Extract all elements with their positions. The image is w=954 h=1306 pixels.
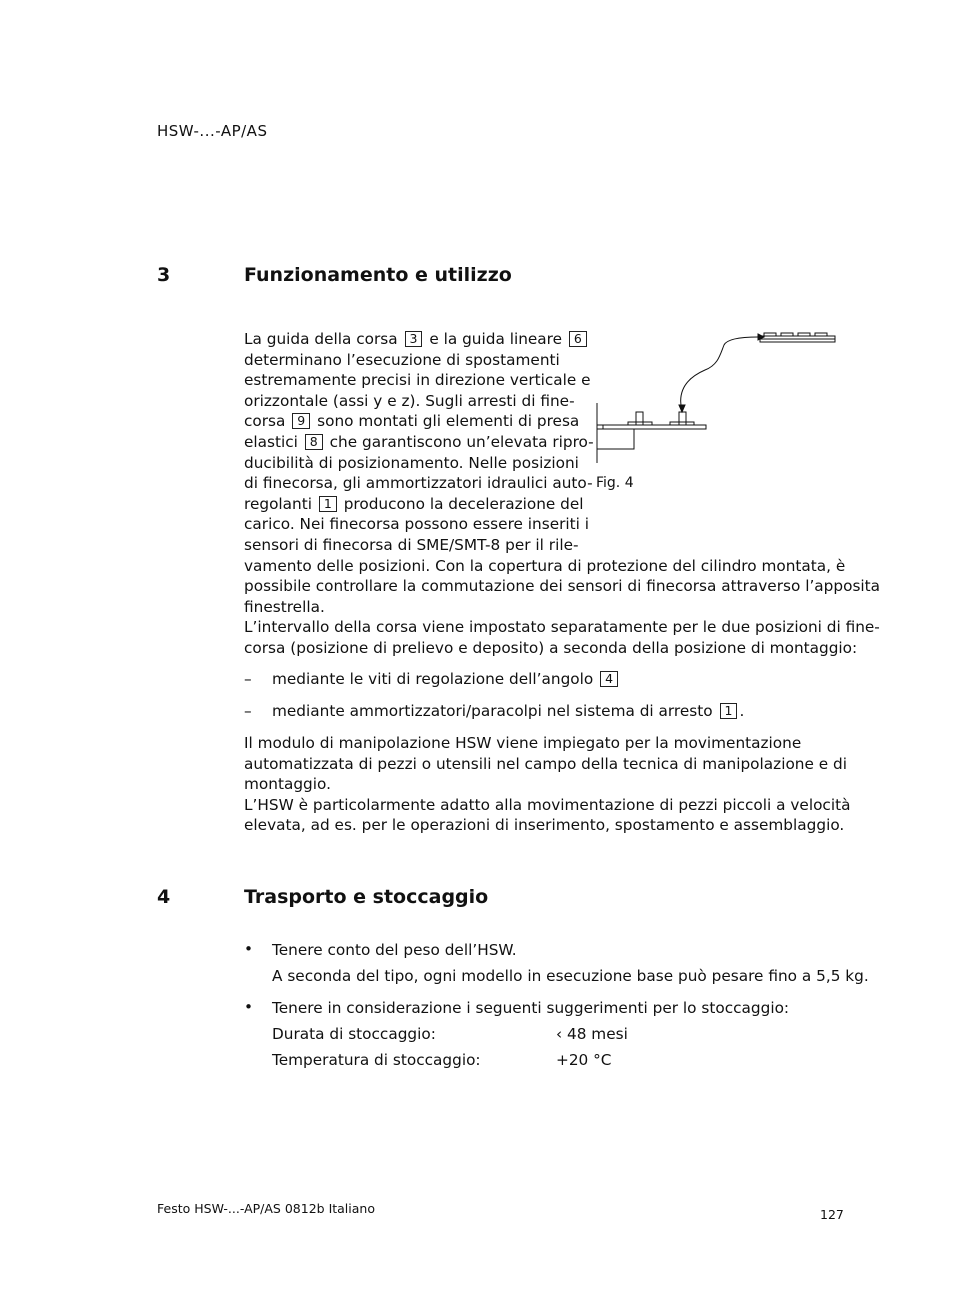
section-3-paragraph-2 — [244, 733, 850, 836]
storage-row-label: Temperatura di stoccaggio: — [272, 1051, 481, 1069]
text-line: corsa (posizione di prelievo e deposito) a seconda della posizione di montaggio: — [244, 638, 858, 657]
text-line: L’intervallo della corsa viene impostato separatamente per le due posizioni di fine- — [244, 618, 880, 637]
storage-row-value: +20 °C — [556, 1051, 612, 1069]
text-line: sensori di finecorsa di SME/SMT-8 per il rile- — [244, 535, 579, 554]
dash-marker: – — [244, 702, 252, 720]
ref-box: 1 — [319, 496, 337, 512]
section-4-title: Trasporto e stoccaggio — [244, 886, 489, 908]
footer-document-info: Festo HSW-...-AP/AS 0812b Italiano — [157, 1201, 375, 1216]
dash-item-text: mediante le viti di regolazione dell’angolo 4 — [272, 669, 620, 690]
bullet-item-storage: Tenere in considerazione i seguenti suggerimenti per lo stoccaggio: — [272, 999, 790, 1017]
text-line: estremamente precisi in direzione verticale e — [244, 371, 591, 390]
text-line: vamento delle posizioni. Con la copertura di protezione del cilindro montata, è — [244, 556, 846, 575]
text-line: carico. Nei finecorsa possono essere inseriti i — [244, 515, 590, 534]
text-line: orizzontale (assi y e z). Sugli arresti di fine- — [244, 391, 575, 410]
text-line: possibile controllare la commutazione dei sensori di finecorsa attraverso l’apposita — [244, 577, 881, 596]
text-line: Il modulo di manipolazione HSW viene impiegato per la movimentazione — [244, 734, 802, 752]
storage-row-label: Durata di stoccaggio: — [272, 1025, 436, 1043]
bullet-marker: • — [244, 998, 254, 1016]
bullet-item-weight — [272, 940, 869, 986]
text-line: ducibilità di posizionamento. Nelle posizioni — [244, 453, 579, 472]
ref-box: 3 — [405, 331, 423, 347]
text-line: L’HSW è particolarmente adatto alla movimentazione di pezzi piccoli a velocità — [244, 795, 851, 814]
bullet-marker: • — [244, 940, 254, 958]
figure-4-drawing — [590, 325, 845, 470]
text-line: A seconda del tipo, ogni modello in esecuzione base può pesare fino a 5,5 kg. — [272, 966, 869, 985]
text-line: automatizzata di pezzi o utensili nel campo della tecnica di manipolazione e di — [244, 754, 848, 773]
section-3-number: 3 — [157, 264, 171, 286]
text-line: finestrella. — [244, 597, 325, 616]
ref-box: 8 — [305, 434, 323, 450]
section-4-number: 4 — [157, 886, 171, 908]
text-line: determinano l’esecuzione di spostamenti — [244, 350, 560, 369]
dash-item-text: mediante ammortizzatori/paracolpi nel sistema di arresto 1 . — [272, 702, 745, 720]
text-line: regolanti 1 producono la decelerazione del — [244, 494, 584, 513]
text-line: di finecorsa, gli ammortizzatori idraulici auto- — [244, 474, 593, 493]
text-line: elastici 8 che garantiscono un’elevata ripro- — [244, 432, 594, 451]
ref-box: 9 — [292, 413, 310, 429]
ref-box: 6 — [569, 331, 587, 347]
dash-item — [244, 669, 252, 690]
page-number: 127 — [820, 1207, 844, 1222]
storage-row-value: ‹ 48 mesi — [556, 1025, 628, 1043]
dash-marker: – — [244, 670, 252, 688]
figure-caption: Fig. 4 — [596, 475, 634, 491]
ref-box: 4 — [600, 671, 618, 687]
ref-box: 1 — [720, 703, 738, 719]
document-code: HSW-...-AP/AS — [157, 122, 268, 140]
text-line: corsa 9 sono montati gli elementi di presa — [244, 412, 580, 431]
text-line: montaggio. — [244, 775, 331, 794]
text-line: La guida della corsa 3 e la guida lineare 6 — [244, 329, 880, 350]
text-line: Tenere conto del peso dell’HSW. — [272, 941, 517, 959]
dash-item — [244, 701, 252, 722]
text-line: elevata, ad es. per le operazioni di inserimento, spostamento e assemblaggio. — [244, 816, 845, 835]
section-3-title: Funzionamento e utilizzo — [244, 264, 512, 286]
